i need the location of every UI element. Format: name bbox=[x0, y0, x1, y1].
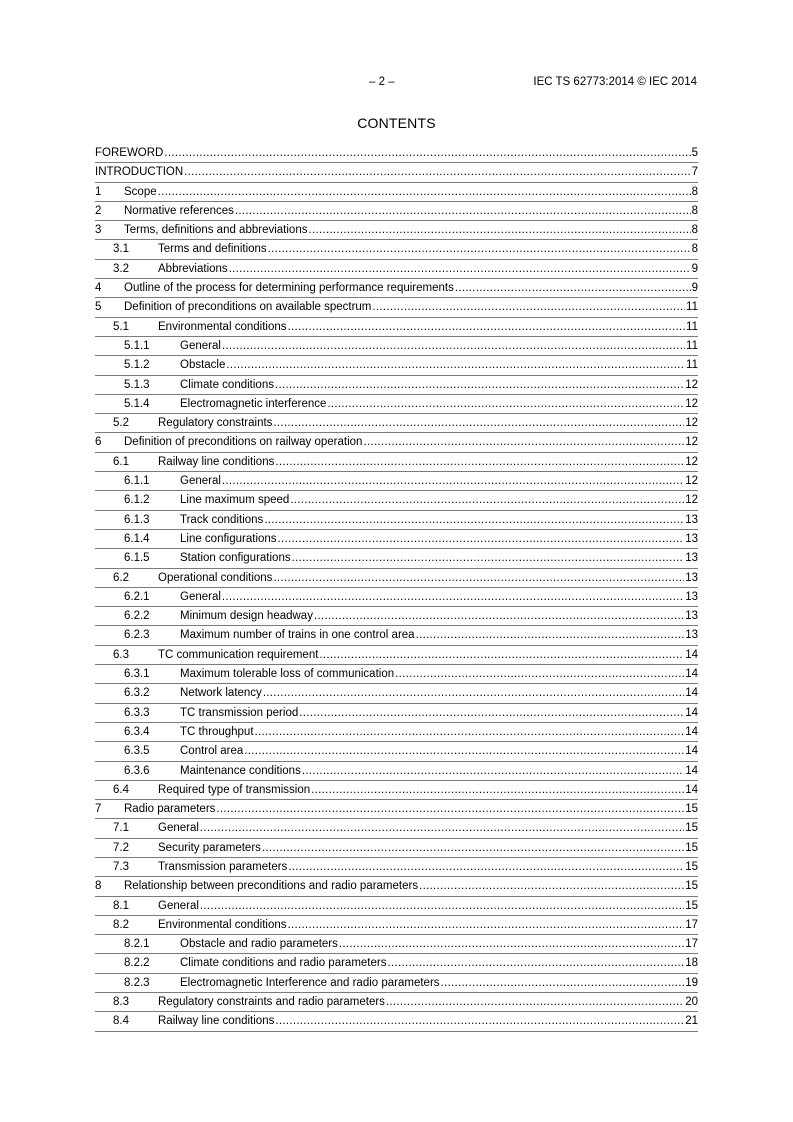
toc-entry-number: 6.2.2 bbox=[124, 610, 150, 623]
toc-entry[interactable] bbox=[95, 530, 698, 549]
toc-dot-leader bbox=[327, 395, 684, 414]
toc-dot-leader bbox=[222, 337, 685, 356]
toc-entry-page: 13 bbox=[685, 571, 698, 584]
toc-dot-leader bbox=[158, 183, 691, 202]
toc-dot-leader bbox=[419, 877, 684, 896]
toc-dot-leader bbox=[288, 858, 684, 877]
toc-entry-title: Station configurations bbox=[180, 552, 291, 565]
toc-entry-number: 6.1.3 bbox=[124, 513, 150, 526]
toc-entry-number: 6.2 bbox=[113, 571, 129, 584]
toc-dot-leader bbox=[226, 356, 685, 375]
toc-entry-number: 6.3 bbox=[113, 648, 129, 661]
toc-entry-title: General bbox=[158, 899, 199, 912]
toc-dot-leader bbox=[229, 260, 691, 279]
toc-entry-number: 7 bbox=[95, 803, 102, 816]
toc-entry-page: 8 bbox=[691, 185, 698, 198]
toc-entry-title: General bbox=[180, 339, 221, 352]
toc-entry[interactable] bbox=[95, 453, 698, 472]
toc-entry-title: Normative references bbox=[124, 204, 234, 217]
toc-entry-title: Radio parameters bbox=[124, 803, 216, 816]
toc-entry[interactable] bbox=[95, 626, 698, 645]
toc-entry-number: 5.1.4 bbox=[124, 397, 150, 410]
toc-entry-page: 14 bbox=[685, 783, 698, 796]
toc-entry-number: 6.2.3 bbox=[124, 629, 150, 642]
toc-dot-leader bbox=[278, 530, 685, 549]
toc-entry-page: 15 bbox=[685, 841, 698, 854]
toc-entry-number: 8.1 bbox=[113, 899, 129, 912]
toc-dot-leader bbox=[216, 800, 684, 819]
toc-dot-leader bbox=[164, 144, 690, 163]
toc-entry[interactable] bbox=[95, 511, 698, 530]
toc-entry-page: 17 bbox=[685, 918, 698, 931]
toc-entry-title: Relationship between preconditions and radio parameters bbox=[124, 880, 419, 893]
toc-entry[interactable] bbox=[95, 569, 698, 588]
toc-dot-leader bbox=[263, 684, 684, 703]
toc-entry-number: 5.1.2 bbox=[124, 359, 150, 372]
document-id: IEC TS 62773:2014 © IEC 2014 bbox=[533, 76, 697, 88]
toc-entry[interactable] bbox=[95, 395, 698, 414]
toc-entry-page: 13 bbox=[685, 610, 698, 623]
toc-entry[interactable] bbox=[95, 897, 698, 916]
page-header bbox=[0, 76, 793, 92]
toc-entry[interactable] bbox=[95, 491, 698, 510]
toc-entry-title: General bbox=[180, 590, 221, 603]
toc-entry[interactable] bbox=[95, 202, 698, 221]
page-number: – 2 – bbox=[369, 76, 395, 88]
toc-entry-page: 15 bbox=[685, 822, 698, 835]
toc-entry-page: 11 bbox=[686, 359, 698, 372]
toc-entry-page: 9 bbox=[691, 282, 698, 295]
toc-entry-title: Line maximum speed bbox=[180, 494, 290, 507]
toc-dot-leader bbox=[302, 762, 684, 781]
toc-dot-leader bbox=[441, 974, 685, 993]
toc-dot-leader bbox=[339, 935, 684, 954]
toc-entry-number: 3 bbox=[95, 224, 102, 237]
toc-entry-title: TC transmission period bbox=[180, 706, 299, 719]
toc-entry-page: 5 bbox=[691, 147, 698, 159]
toc-dot-leader bbox=[255, 723, 685, 742]
toc-entry[interactable] bbox=[95, 356, 698, 375]
toc-entry-number: 7.2 bbox=[113, 841, 129, 854]
toc-entry-page: 13 bbox=[685, 513, 698, 526]
toc-entry-title: Environmental conditions bbox=[158, 320, 287, 333]
toc-entry-number: 6.1.2 bbox=[124, 494, 150, 507]
toc-entry[interactable] bbox=[95, 993, 698, 1012]
toc-dot-leader bbox=[262, 839, 684, 858]
toc-entry-title: Terms and definitions bbox=[158, 243, 267, 256]
toc-entry-number: 5 bbox=[95, 301, 102, 314]
toc-entry-number: 8.4 bbox=[113, 1015, 129, 1028]
toc-entry-page: 12 bbox=[685, 397, 698, 410]
toc-entry-page: 14 bbox=[685, 687, 698, 700]
toc-entry[interactable] bbox=[95, 916, 698, 935]
toc-entry-number: 5.1.3 bbox=[124, 378, 150, 391]
toc-entry[interactable] bbox=[95, 954, 698, 973]
toc-entry-page: 8 bbox=[691, 204, 698, 217]
toc-entry-page: 13 bbox=[685, 532, 698, 545]
toc-entry-title: General bbox=[180, 475, 221, 488]
toc-dot-leader bbox=[222, 472, 684, 491]
toc-dot-leader bbox=[395, 665, 684, 684]
toc-entry-page: 13 bbox=[685, 552, 698, 565]
toc-dot-leader bbox=[292, 549, 685, 568]
toc-entry[interactable] bbox=[95, 318, 698, 337]
toc-entry[interactable] bbox=[95, 839, 698, 858]
toc-dot-leader bbox=[235, 202, 691, 221]
toc-entry-number: 1 bbox=[95, 185, 102, 198]
toc-entry-page: 14 bbox=[685, 706, 698, 719]
toc-dot-leader bbox=[273, 414, 684, 433]
toc-entry-number: 6.3.4 bbox=[124, 725, 150, 738]
toc-entry-title: Track conditions bbox=[180, 513, 264, 526]
toc-entry-title: Definition of preconditions on available spectrum bbox=[124, 301, 372, 314]
toc-entry[interactable] bbox=[95, 414, 698, 433]
toc-entry-number: 8.2 bbox=[113, 918, 129, 931]
toc-entry-number: 5.1.1 bbox=[124, 339, 150, 352]
toc-dot-leader bbox=[275, 376, 684, 395]
toc-entry-page: 11 bbox=[686, 339, 698, 352]
toc-entry-title: Maximum tolerable loss of communication bbox=[180, 668, 395, 681]
toc-entry-title: Network latency bbox=[180, 687, 262, 700]
toc-entry-number: 5.1 bbox=[113, 320, 129, 333]
toc-dot-leader bbox=[288, 916, 685, 935]
toc-entry-title: Climate conditions bbox=[180, 378, 274, 391]
toc-entry-title: Regulatory constraints and radio parameters bbox=[158, 996, 385, 1009]
toc-entry-number: 6.1.4 bbox=[124, 532, 150, 545]
toc-entry-number: 6.3.6 bbox=[124, 764, 150, 777]
toc-entry-page: 11 bbox=[686, 301, 698, 314]
toc-entry-page: 8 bbox=[691, 243, 698, 256]
toc-dot-leader bbox=[314, 607, 684, 626]
toc-entry-number: 7.1 bbox=[113, 822, 129, 835]
toc-dot-leader bbox=[275, 1012, 684, 1031]
toc-entry-title: Line configurations bbox=[180, 532, 277, 545]
toc-entry-title: Electromagnetic Interference and radio parameters bbox=[180, 976, 440, 989]
toc-entry[interactable] bbox=[95, 704, 698, 723]
toc-entry-title: Obstacle and radio parameters bbox=[180, 938, 338, 951]
toc-entry[interactable] bbox=[95, 723, 698, 742]
toc-entry[interactable] bbox=[95, 742, 698, 761]
toc-dot-leader bbox=[387, 954, 684, 973]
toc-entry-title: Control area bbox=[180, 745, 244, 758]
toc-entry-page: 13 bbox=[685, 629, 698, 642]
toc-entry-page: 15 bbox=[685, 803, 698, 816]
toc-entry-page: 7 bbox=[691, 166, 698, 179]
toc-entry[interactable] bbox=[95, 665, 698, 684]
toc-entry-title: Regulatory constraints bbox=[158, 417, 273, 430]
toc-entry-page: 12 bbox=[685, 417, 698, 430]
toc-entry-title: INTRODUCTION bbox=[95, 166, 184, 179]
toc-entry-title: Abbreviations bbox=[158, 262, 228, 275]
toc-entry-page: 15 bbox=[685, 860, 698, 873]
toc-entry-number: 8.2.2 bbox=[124, 957, 150, 970]
toc-dot-leader bbox=[299, 704, 684, 723]
toc-entry-title: General bbox=[158, 822, 199, 835]
toc-entry[interactable] bbox=[95, 877, 698, 896]
toc-entry-page: 18 bbox=[685, 957, 698, 970]
toc-entry[interactable] bbox=[95, 221, 698, 240]
toc-entry[interactable] bbox=[95, 762, 698, 781]
toc-entry-number: 6 bbox=[95, 436, 102, 449]
toc-entry-number: 8 bbox=[95, 880, 102, 893]
toc-entry-number: 5.2 bbox=[113, 417, 129, 430]
toc-entry-number: 2 bbox=[95, 204, 102, 217]
toc-entry-number: 3.1 bbox=[113, 243, 129, 256]
toc-entry-page: 12 bbox=[685, 494, 698, 507]
toc-entry-title: Railway line conditions bbox=[158, 455, 275, 468]
toc-entry-number: 6.2.1 bbox=[124, 590, 150, 603]
toc-entry-title: Operational conditions bbox=[158, 571, 273, 584]
toc-entry-page: 15 bbox=[685, 899, 698, 912]
toc-entry[interactable] bbox=[95, 781, 698, 800]
toc-entry[interactable] bbox=[95, 279, 698, 298]
toc-entry-page: 14 bbox=[685, 648, 698, 661]
toc-entry[interactable] bbox=[95, 183, 698, 202]
toc-entry-page: 13 bbox=[685, 590, 698, 603]
toc-entry-number: 6.3.3 bbox=[124, 706, 150, 719]
toc-entry-title: Minimum design headway bbox=[180, 610, 313, 623]
toc-dot-leader bbox=[319, 646, 684, 665]
toc-entry-title: Definition of preconditions on railway operation bbox=[124, 436, 363, 449]
toc-dot-leader bbox=[244, 742, 684, 761]
toc-entry-number: 8.2.3 bbox=[124, 976, 150, 989]
toc-entry-title: Railway line conditions bbox=[158, 1015, 275, 1028]
toc-entry-title: TC throughput bbox=[180, 725, 254, 738]
page-title: CONTENTS bbox=[357, 115, 436, 131]
toc-entry-number: 6.3.1 bbox=[124, 668, 150, 681]
toc-entry[interactable] bbox=[95, 1012, 698, 1031]
toc-entry-title: Environmental conditions bbox=[158, 918, 287, 931]
toc-dot-leader bbox=[273, 569, 684, 588]
toc-dot-leader bbox=[200, 819, 684, 838]
toc-entry-number: 6.4 bbox=[113, 783, 129, 796]
toc-entry-title: Outline of the process for determining performance requirements bbox=[124, 282, 454, 295]
toc-dot-leader bbox=[386, 993, 684, 1012]
toc-entry-page: 8 bbox=[691, 224, 698, 237]
toc-entry-number: 4 bbox=[95, 282, 102, 295]
toc-dot-leader bbox=[290, 491, 684, 510]
toc-entry-number: 7.3 bbox=[113, 860, 129, 873]
toc-entry-title: Maintenance conditions bbox=[180, 764, 301, 777]
toc-entry-page: 19 bbox=[685, 976, 698, 989]
toc-entry-title: TC communication requirement bbox=[158, 648, 319, 661]
toc-dot-leader bbox=[184, 163, 690, 182]
toc-entry-title: Scope bbox=[124, 185, 157, 198]
toc-entry[interactable] bbox=[95, 607, 698, 626]
toc-entry-page: 20 bbox=[685, 996, 698, 1009]
toc-entry-page: 21 bbox=[685, 1015, 698, 1028]
toc-dot-leader bbox=[308, 221, 690, 240]
toc-dot-leader bbox=[288, 318, 686, 337]
toc-entry[interactable] bbox=[95, 144, 698, 163]
toc-entry[interactable] bbox=[95, 298, 698, 317]
toc-entry-page: 14 bbox=[685, 725, 698, 738]
toc-dot-leader bbox=[222, 588, 684, 607]
toc-dot-leader bbox=[264, 511, 684, 530]
table-of-contents bbox=[95, 144, 698, 1032]
toc-entry-number: 8.2.1 bbox=[124, 938, 150, 951]
toc-entry[interactable] bbox=[95, 588, 698, 607]
toc-entry[interactable] bbox=[95, 376, 698, 395]
toc-entry-page: 11 bbox=[686, 320, 698, 333]
toc-dot-leader bbox=[416, 626, 685, 645]
toc-entry-page: 12 bbox=[685, 378, 698, 391]
toc-entry-page: 12 bbox=[685, 455, 698, 468]
toc-entry[interactable] bbox=[95, 240, 698, 259]
toc-entry[interactable] bbox=[95, 974, 698, 993]
toc-entry-number: 6.1.5 bbox=[124, 552, 150, 565]
toc-entry[interactable] bbox=[95, 819, 698, 838]
toc-entry[interactable] bbox=[95, 337, 698, 356]
toc-entry[interactable] bbox=[95, 858, 698, 877]
toc-entry-page: 17 bbox=[685, 938, 698, 951]
toc-dot-leader bbox=[311, 781, 684, 800]
toc-dot-leader bbox=[455, 279, 691, 298]
toc-entry[interactable] bbox=[95, 800, 698, 819]
toc-entry-title: Transmission parameters bbox=[158, 860, 288, 873]
toc-dot-leader bbox=[275, 453, 684, 472]
toc-entry-title: Climate conditions and radio parameters bbox=[180, 957, 387, 970]
toc-dot-leader bbox=[372, 298, 685, 317]
toc-entry-number: 8.3 bbox=[113, 996, 129, 1009]
toc-entry-page: 14 bbox=[685, 764, 698, 777]
toc-entry-page: 15 bbox=[685, 880, 698, 893]
toc-dot-leader bbox=[268, 240, 691, 259]
toc-entry[interactable] bbox=[95, 260, 698, 279]
toc-entry-title: FOREWORD bbox=[95, 147, 164, 159]
toc-entry[interactable] bbox=[95, 433, 698, 452]
toc-entry-title: Required type of transmission bbox=[158, 783, 311, 796]
toc-entry-number: 6.3.5 bbox=[124, 745, 150, 758]
toc-entry-number: 6.3.2 bbox=[124, 687, 150, 700]
toc-entry[interactable] bbox=[95, 935, 698, 954]
toc-dot-leader bbox=[363, 433, 684, 452]
toc-entry-title: Maximum number of trains in one control area bbox=[180, 629, 415, 642]
toc-entry[interactable] bbox=[95, 646, 698, 665]
toc-entry-page: 12 bbox=[685, 436, 698, 449]
toc-entry-number: 3.2 bbox=[113, 262, 129, 275]
toc-entry[interactable] bbox=[95, 684, 698, 703]
toc-entry-number: 6.1 bbox=[113, 455, 129, 468]
toc-entry-title: Obstacle bbox=[180, 359, 226, 372]
toc-entry-title: Terms, definitions and abbreviations bbox=[124, 224, 308, 237]
toc-entry-page: 14 bbox=[685, 745, 698, 758]
toc-entry-page: 9 bbox=[691, 262, 698, 275]
toc-entry[interactable] bbox=[95, 163, 698, 182]
toc-entry[interactable] bbox=[95, 472, 698, 491]
toc-entry-page: 12 bbox=[685, 475, 698, 488]
toc-entry-title: Electromagnetic interference bbox=[180, 397, 327, 410]
toc-entry-page: 14 bbox=[685, 668, 698, 681]
toc-dot-leader bbox=[200, 897, 684, 916]
toc-entry[interactable] bbox=[95, 549, 698, 568]
toc-entry-number: 6.1.1 bbox=[124, 475, 150, 488]
toc-entry-title: Security parameters bbox=[158, 841, 261, 854]
